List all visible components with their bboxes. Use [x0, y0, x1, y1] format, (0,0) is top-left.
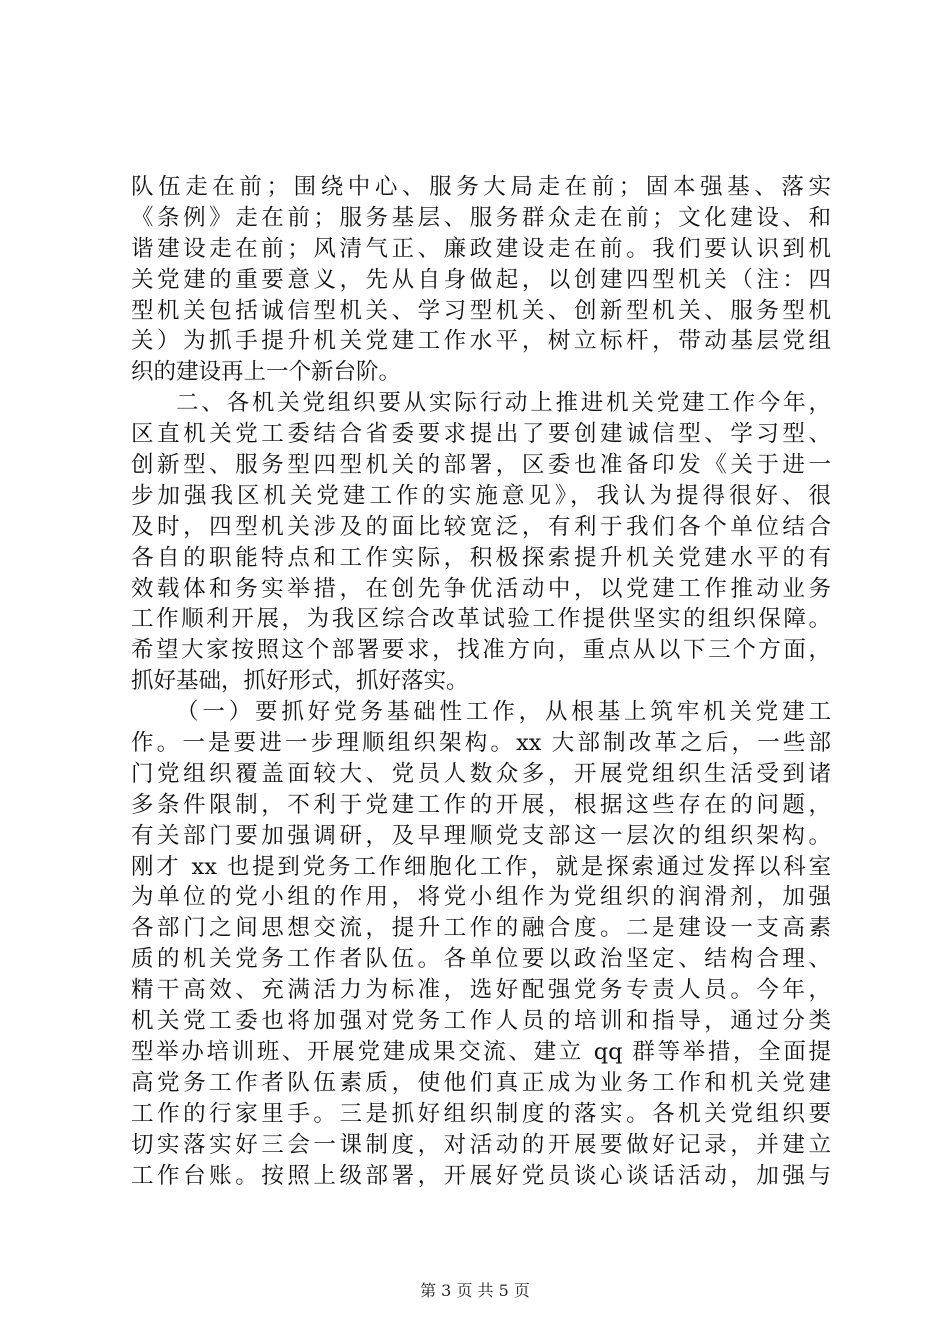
text-line: 有关部门要加强调研，及早理顺党支部这一层次的组织架构。: [131, 822, 831, 849]
text-line: 型举办培训班、开展党建成果交流、建立 qq 群等举措，全面提: [131, 1038, 831, 1065]
page-footer: 第 3 页 共 5 页: [420, 1281, 530, 1300]
text-line: 队伍走在前；围绕中心、服务大局走在前；固本强基、落实: [131, 174, 831, 200]
text-line: 关）为抓手提升机关党建工作水平，树立标杆，带动基层党组: [131, 328, 831, 355]
text-line: 步加强我区机关党建工作的实施意见》，我认为提得很好、很: [131, 482, 831, 509]
text-line: 谐建设走在前；风清气正、廉政建设走在前。我们要认识到机: [131, 235, 831, 262]
text-line: 二、各机关党组织要从实际行动上推进机关党建工作今年，: [176, 390, 831, 417]
body-text: [131, 172, 831, 1191]
text-line: 关党建的重要意义，先从自身做起，以创建四型机关（注：四: [131, 266, 831, 293]
text-line: 精干高效、充满活力为标准，选好配强党务专责人员。今年，: [131, 977, 831, 1004]
text-line: 型机关包括诚信型机关、学习型机关、创新型机关、服务型机: [131, 297, 831, 324]
text-line: 织的建设再上一个新台阶。: [131, 359, 402, 386]
text-line: 工作的行家里手。三是抓好组织制度的落实。各机关党组织要: [131, 1100, 831, 1127]
text-line: 效载体和务实举措，在创先争优活动中，以党建工作推动业务: [131, 575, 831, 602]
text-line: 多条件限制，不利于党建工作的开展，根据这些存在的问题，: [131, 791, 831, 818]
text-line: 工作顺利开展，为我区综合改革试验工作提供坚实的组织保障。: [131, 606, 831, 633]
text-line: 《条例》走在前；服务基层、服务群众走在前；文化建设、和: [131, 204, 831, 231]
text-line: 区直机关党工委结合省委要求提出了要创建诚信型、学习型、: [131, 421, 831, 448]
text-line: 质的机关党务工作者队伍。各单位要以政治坚定、结构合理、: [131, 946, 831, 973]
text-line: 为单位的党小组的作用，将党小组作为党组织的润滑剂，加强: [131, 884, 831, 911]
text-line: 刚才 xx 也提到党务工作细胞化工作，就是探索通过发挥以科室: [131, 853, 831, 880]
text-line: 抓好基础，抓好形式，抓好落实。: [131, 668, 469, 695]
text-line: 高党务工作者队伍素质，使他们真正成为业务工作和机关党建: [131, 1069, 831, 1096]
text-line: 切实落实好三会一课制度，对活动的开展要做好记录，并建立: [131, 1131, 831, 1158]
text-line: 门党组织覆盖面较大、党员人数众多，开展党组织生活受到诸: [131, 760, 831, 787]
text-line: 工作台账。按照上级部署，开展好党员谈心谈话活动，加强与: [131, 1162, 831, 1189]
text-line: 作。一是要进一步理顺组织架构。xx 大部制改革之后，一些部: [131, 730, 831, 757]
text-line: 及时，四型机关涉及的面比较宽泛，有利于我们各个单位结合: [131, 513, 831, 540]
text-line: 机关党工委也将加强对党务工作人员的培训和指导，通过分类: [131, 1008, 831, 1035]
text-line: 希望大家按照这个部署要求，找准方向，重点从以下三个方面，: [131, 637, 831, 664]
text-line: 创新型、服务型四型机关的部署，区委也准备印发《关于进一: [131, 452, 831, 479]
text-line: 各部门之间思想交流，提升工作的融合度。二是建设一支高素: [131, 915, 831, 942]
text-line: 各自的职能特点和工作实际，积极探索提升机关党建水平的有: [131, 544, 831, 571]
text-line: （一）要抓好党务基础性工作，从根基上筑牢机关党建工: [176, 699, 831, 726]
